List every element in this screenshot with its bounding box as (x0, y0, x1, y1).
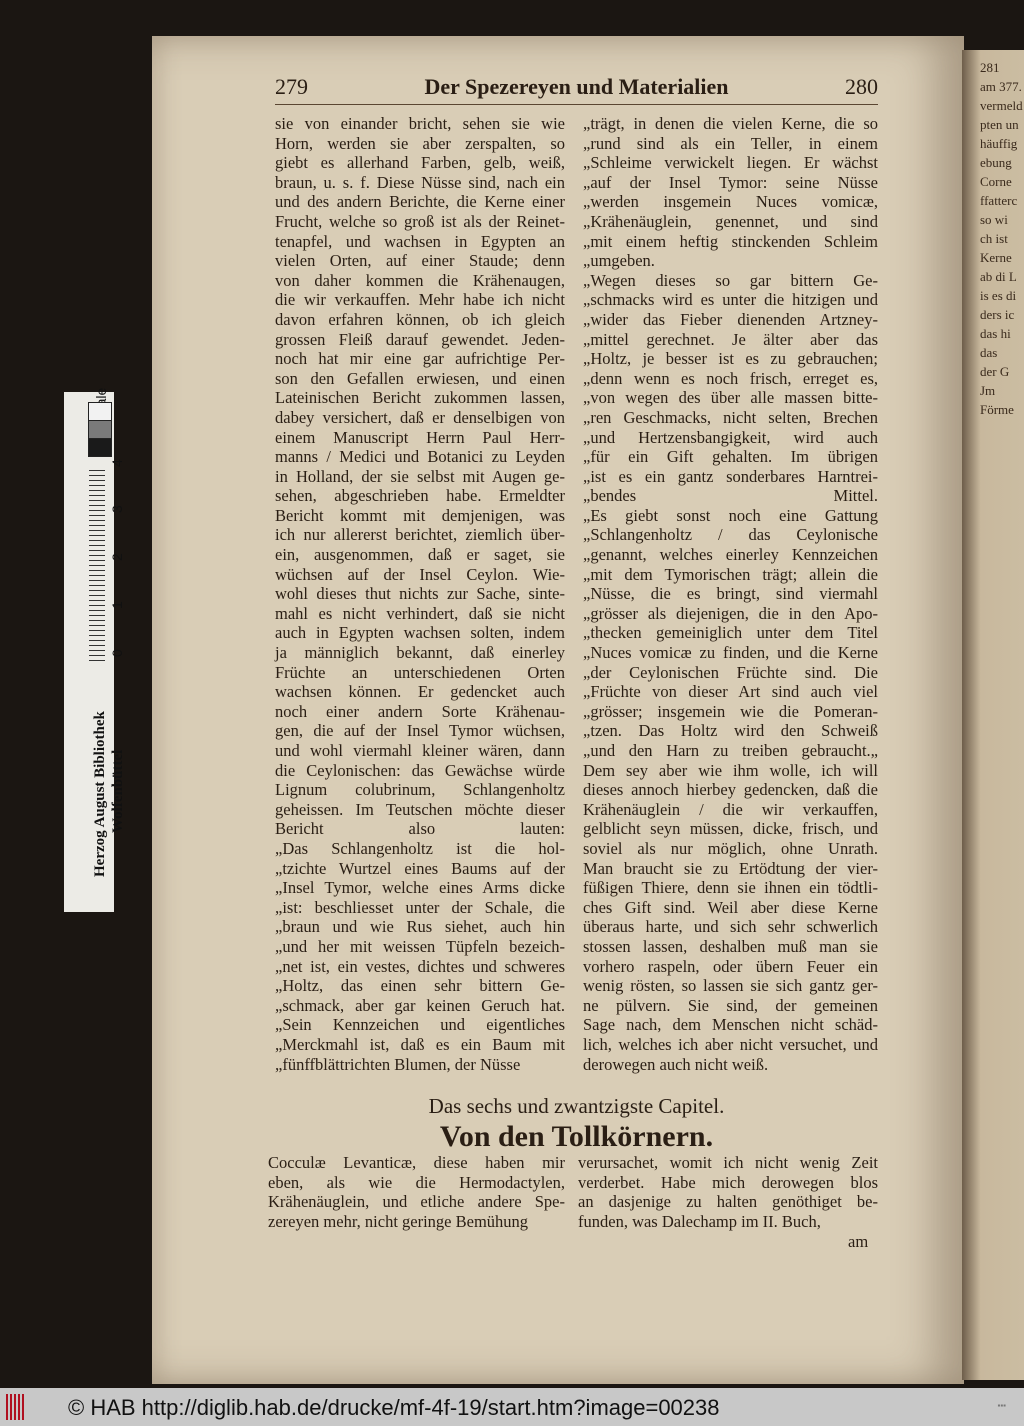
text-line: „Schleime verwickelt liegen. Er wächst (583, 153, 878, 173)
gray-swatch-white (88, 402, 112, 421)
text-line: soviel als nur möglich, ohne Unrath. (583, 838, 878, 858)
text-line: in Holland, der sie selbst mit Augen ge- (275, 466, 565, 486)
library-city: Wolfenbüttel (110, 749, 126, 833)
text-line: „Das Schlangenholtz ist die hol- (275, 838, 565, 858)
hab-logo-icon (6, 1394, 24, 1420)
text-line: „schmacks wird es unter die hitzigen und (583, 290, 878, 310)
text-line: „schmack, aber gar keinen Geruch hat. (275, 995, 565, 1015)
text-line: ein, ausgenommen, daß er saget, sie (275, 545, 565, 565)
next-page-fragment: Förme (980, 402, 1014, 417)
text-line: ich nur allererst berichtet, ziemlich über- (275, 525, 565, 545)
text-line: „grösser; insgemein wie die Pomeran- (583, 701, 878, 721)
text-line: Bericht kommt mit demjenigen, was (275, 505, 565, 525)
text-line: „umgeben. (583, 251, 655, 271)
text-line: „grösser als diejenigen, die in den Apo- (583, 603, 878, 623)
text-line: Horn, werden sie aber zerspalten, so (275, 133, 565, 153)
text-line: Man braucht sie zu Ertödtung der vier- (583, 858, 878, 878)
page-number-right: 280 (845, 74, 878, 99)
text-line: „ist es ein gantz sonderbares Harntrei- (583, 466, 878, 486)
text-line: gen, die auf der Insel Tymor wüchsen, (275, 721, 565, 741)
ruler-ticks (89, 467, 105, 661)
text-line: einem Manuscript Herrn Paul Herr- (275, 427, 565, 447)
text-line: ne pülvern. Sie sind, der gemeinen (583, 995, 878, 1015)
text-line: „und den Harn zu treiben gebraucht.„ (583, 741, 878, 760)
ruler-number: 3 (109, 505, 125, 513)
text-line: „rund sind als ein Teller, in einem (583, 133, 878, 153)
text-line: davon erfahren können, ob ich gleich (275, 309, 565, 329)
next-page-fragment: Jm (980, 383, 996, 398)
text-line: Bericht also lauten: (275, 819, 565, 839)
text-line: dieses annoch hierbey gedencken, daß die (583, 780, 878, 800)
text-line: „Schlangenholtz / das Ceylonische (583, 525, 878, 545)
text-line: „auf der Insel Tymor: seine Nüsse (583, 172, 878, 192)
text-line: braun, u. s. f. Diese Nüsse sind, nach ein (275, 172, 565, 192)
text-line: „und Hertzensbangigkeit, wird auch (583, 427, 878, 447)
text-line: „werden insgemein Nuces vomicæ, (583, 192, 878, 212)
ruler-number: 1 (109, 601, 125, 609)
chapter-left-column (268, 1153, 565, 1231)
text-line: noch hat mir eine gar aufrichtige Per- (275, 349, 565, 369)
running-title: Der Spezereyen und Materialien (424, 74, 729, 99)
text-line: noch einer andern Sorte Krähenau- (275, 701, 565, 721)
text-line: die wir verkauffen. Mehr habe ich nicht (275, 290, 565, 310)
next-page-fragment: das hi (980, 326, 1011, 341)
text-line: „net ist, ein vestes, dichtes und schweres (275, 956, 565, 976)
text-line: „und her mit weissen Tüpfeln bezeich- (275, 936, 565, 956)
text-line: „Holtz, das einen sehr bittern Ge- (275, 976, 565, 996)
text-line: „mit einem heftig stinckenden Schleim (583, 231, 878, 251)
text-line: „genannt, welches einerley Kennzeichen (583, 545, 878, 565)
text-line: Früchte an unterschiedenen Orten (275, 662, 565, 682)
text-line: Cocculæ Levanticæ, diese haben mir (268, 1153, 565, 1172)
text-line: verderbet. Habe mich derowegen blos (578, 1172, 878, 1192)
text-line: „Krähenäuglein, genennet, und sind (583, 211, 878, 231)
next-page-fragment: am 377. (980, 79, 1022, 94)
text-line: verursachet, womit ich nicht wenig Zeit (578, 1153, 878, 1172)
text-line: „mit dem Tymorischen trägt; allein die (583, 564, 878, 584)
text-line: Krähenäuglein / die wir verkauffen, (583, 799, 878, 819)
next-page-fragment: Kerne (980, 250, 1012, 265)
copyright-url[interactable]: © HAB http://diglib.hab.de/drucke/mf-4f-19/start.htm?image=00238 (68, 1395, 720, 1420)
catchword: am (848, 1232, 869, 1251)
text-line: auch in Egypten wachsen solten, indem (275, 623, 565, 643)
next-page-fragment: vermeld (980, 98, 1023, 113)
text-line: „Nüsse, die es bringt, sind viermahl (583, 584, 878, 604)
text-line: und des andern Berichte, die Kerne einer (275, 192, 565, 212)
text-line: überaus harte, und sich sehr schwerlich (583, 917, 878, 937)
next-page-fragment: ab di L (980, 269, 1017, 284)
text-line: „Sein Kennzeichen und eigentliches (275, 1015, 565, 1035)
gray-swatch-mid (88, 420, 112, 439)
text-line: Sage nach, dem Menschen nicht schäd- (583, 1015, 878, 1035)
text-line: „tzen. Das Holtz wird den Schweiß (583, 721, 878, 741)
text-line: von daher kommen die Krähenaugen, (275, 270, 565, 290)
text-line: stossen lassen, deshalben muß man sie (583, 936, 878, 956)
text-line: „Holtz, je besser ist es zu gebrauchen; (583, 349, 878, 369)
next-page-fragment: ffatterc (980, 193, 1018, 208)
chapter-title: Von den Tollkörnern. (439, 1120, 714, 1153)
text-line: wohl dieses thut nichts zur Sache, sinte- (275, 584, 565, 604)
ruler-number: 4 (109, 459, 125, 467)
next-page-fragment: das (980, 345, 998, 360)
running-header (275, 74, 878, 105)
text-line: „trägt, in denen die vielen Kerne, die so (583, 114, 878, 133)
text-line: vielen Orten, auf einer Staude; denn (275, 251, 565, 271)
text-line: ja männiglich bekannt, daß einerley (275, 643, 565, 663)
text-line: dabey versichert, daß er denselbigen von (275, 407, 565, 427)
ruler-number: 0 (109, 649, 125, 657)
next-page-fragment: ebung (980, 155, 1012, 170)
next-page-fragment: ders ic (980, 307, 1015, 322)
next-page-fragment: is es di (980, 288, 1017, 303)
scale-ruler-card (64, 392, 126, 912)
page-number-left: 279 (275, 74, 308, 99)
text-line: füßigen Thiere, denn sie ihnen ein tödtli- (583, 878, 878, 898)
text-line: „für ein Gift gehalten. Im übrigen (583, 447, 878, 467)
text-line: tenapfel, und wachsen in Egypten an (275, 231, 565, 251)
text-line: „ist: beschliesset unter der Schale, die (275, 897, 565, 917)
text-line: „thecken gemeiniglich unter dem Titel (583, 623, 878, 643)
text-line: Frucht, welche so groß ist als der Reinet- (275, 211, 565, 231)
text-line: funden, was Dalechamp im II. Buch, (578, 1211, 821, 1231)
text-line: „wider das Fieber dienenden Artzney- (583, 309, 878, 329)
text-line: wenig rösten, so lassen sie sich gantz ger- (583, 976, 878, 996)
text-line: gelblicht seyn müssen, dicke, frisch, und (583, 819, 878, 839)
text-line: Lignum colubrinum, Schlangenholtz (275, 780, 565, 800)
chapter-right-column (578, 1153, 878, 1231)
text-line: son den Gefallen erwiesen, und einen (275, 368, 565, 388)
text-line: „ren Geschmacks, nicht selten, Brechen (583, 407, 878, 427)
gray-swatch-black (88, 438, 112, 457)
text-line: „mittel gerechnet. Je älter aber das (583, 329, 878, 349)
text-line: „braun und wie Rus siehet, auch hin (275, 917, 565, 937)
text-line: lich, welches ich aber nicht versuchet, und (583, 1034, 878, 1054)
text-line: „tzichte Wurtzel eines Baums auf der (275, 858, 565, 878)
next-page-fragment: der G (980, 364, 1010, 379)
text-line: ches Gift sind. Weil aber diese Kerne (583, 897, 878, 917)
text-line: sehen, abgeschrieben habe. Ermeldter (275, 486, 565, 506)
text-line: mahl es nicht verhindert, daß sie nicht (275, 603, 565, 623)
text-line: an dasjenige zu halten genöthiget be- (578, 1192, 878, 1212)
text-line: geheissen. Im Teutschen möchte dieser (275, 799, 565, 819)
text-line: Dem sey aber wie ihm wolle, ich will (583, 760, 878, 780)
text-line: „denn wenn es noch frisch, erreget es, (583, 368, 878, 388)
text-line: „fünffblättrichten Blumen, der Nüsse (275, 1054, 521, 1074)
ruler-number: 2 (109, 553, 125, 561)
text-line: „Wegen dieses so gar bittern Ge- (583, 270, 878, 290)
text-line: eben, als wie die Hermodactylen, (268, 1172, 565, 1192)
footer-bar (0, 1388, 1024, 1426)
next-page-fragment: häuffig (980, 136, 1018, 151)
text-line: manns / Medici und Botanici zu Leyden (275, 447, 565, 467)
next-page-fragment: 281 (980, 60, 1000, 75)
text-line: sie von einander bricht, sehen sie wie (275, 114, 565, 133)
footer-dots: ▪▪▪ (997, 1401, 1006, 1410)
text-line: vorhero raspeln, oder übern Feuer ein (583, 956, 878, 976)
next-page-edge (962, 50, 1024, 1380)
right-column-text (583, 114, 878, 1074)
text-line: und wohl viermahl kleiner wären, dann (275, 741, 565, 760)
next-page-fragment: Corne (980, 174, 1012, 189)
text-line: derowegen auch nicht weiß. (583, 1054, 769, 1074)
text-line: „der Ceylonischen Früchte sind. Die (583, 662, 878, 682)
text-line: wachsen können. Er gedencket auch (275, 682, 565, 702)
text-line: Krähenäuglein, und etliche andere Spe- (268, 1192, 565, 1212)
text-line: giebt es allerhand Farben, gelb, weiß, (275, 153, 565, 173)
text-line: „Es giebt sonst noch eine Gattung (583, 505, 878, 525)
next-page-fragment: ch ist (980, 231, 1008, 246)
next-page-fragment: so wi (980, 212, 1008, 227)
left-column-text (275, 114, 565, 1074)
text-line: „von wegen des über alle massen bitte- (583, 388, 878, 408)
text-line: „Merckmahl ist, daß es ein Baum mit (275, 1034, 565, 1054)
text-line: Lateinischen Bericht zukommen lassen, (275, 388, 565, 408)
text-line: grossen Fleiß darauf gewendet. Jeden- (275, 329, 565, 349)
text-line: „Insel Tymor, welche eines Arms dicke (275, 878, 565, 898)
text-line: „bendes Mittel. (583, 486, 878, 506)
library-label (91, 711, 127, 877)
text-line: „Nuces vomicæ zu finden, und die Kerne (583, 643, 878, 663)
text-line: „Früchte von dieser Art sind auch viel (583, 682, 878, 702)
chapter-number: Das sechs und zwantzigste Capitel. (428, 1094, 725, 1118)
text-line: die Ceylonischen: das Gewächse würde (275, 760, 565, 780)
text-line: wüchsen auf der Insel Ceylon. Wie- (275, 564, 565, 584)
next-page-fragment: pten un (980, 117, 1019, 132)
library-name: Herzog August Bibliothek (92, 711, 108, 877)
text-line: zereyen mehr, nicht geringe Bemühung (268, 1211, 529, 1231)
